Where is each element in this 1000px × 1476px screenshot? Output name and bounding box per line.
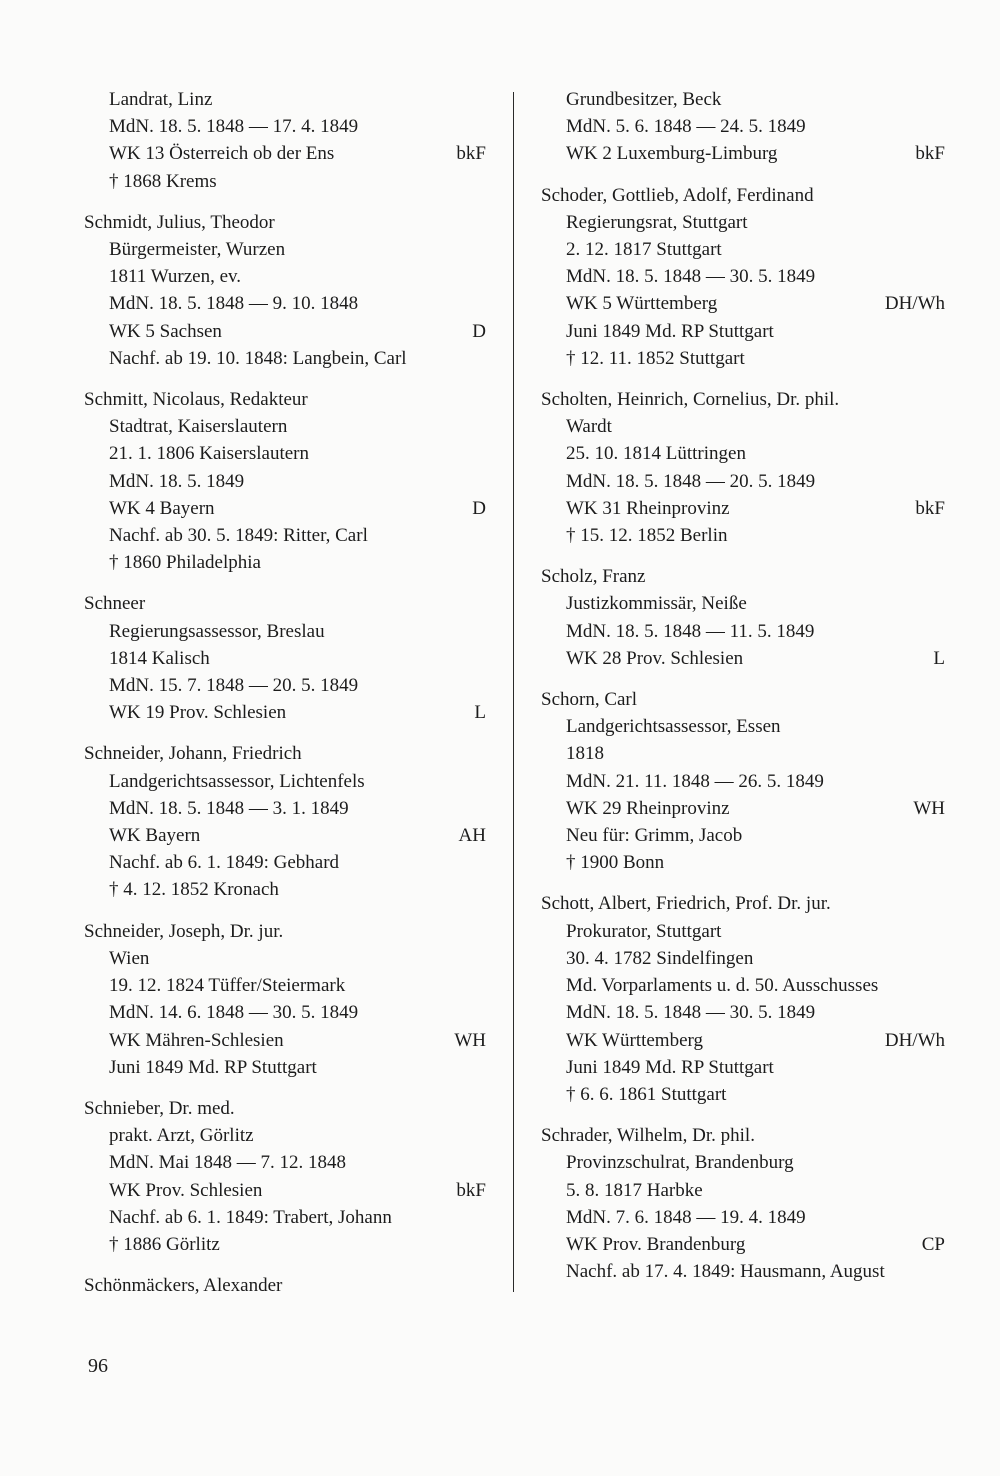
entry-name-line: [541, 1122, 945, 1149]
faction-tag: L: [474, 702, 486, 724]
line-text: Schönmäckers, Alexander: [84, 1275, 283, 1297]
biography-entry: [541, 386, 945, 549]
entry-detail-line: [84, 672, 486, 699]
line-text: Bürgermeister, Wurzen: [109, 239, 286, 261]
entry-detail-line: [541, 972, 945, 999]
line-text: Scholten, Heinrich, Cornelius, Dr. phil.: [541, 389, 840, 411]
entry-detail-line: [541, 86, 945, 113]
line-text: MdN. 18. 5. 1848 — 3. 1. 1849: [109, 797, 349, 819]
entry-detail-line: [541, 1081, 945, 1108]
entry-detail-line: [84, 1027, 486, 1054]
line-text: † 12. 11. 1852 Stuttgart: [566, 347, 745, 369]
entry-detail-line: [84, 1149, 486, 1176]
line-text: WK 4 Bayern: [109, 497, 215, 519]
line-text: 25. 10. 1814 Lüttringen: [566, 443, 746, 465]
line-text: 19. 12. 1824 Tüffer/Steiermark: [109, 975, 346, 997]
faction-tag: L: [933, 647, 945, 669]
column-divider: [513, 92, 514, 1292]
page-number: 96: [88, 1355, 108, 1377]
entry-name-line: [84, 1272, 486, 1299]
faction-tag: D: [472, 320, 486, 342]
entry-detail-line: [84, 86, 486, 113]
entry-detail-line: [541, 1027, 945, 1054]
entry-detail-line: [541, 945, 945, 972]
entry-name-line: [541, 563, 945, 590]
entry-detail-line: [541, 590, 945, 617]
faction-tag: bkF: [915, 497, 945, 519]
faction-tag: CP: [921, 1233, 945, 1255]
line-text: WK 28 Prov. Schlesien: [566, 647, 744, 669]
line-text: WK 13 Österreich ob der Ens: [109, 143, 335, 165]
entry-detail-line: [84, 140, 486, 167]
line-text: WK 31 Rheinprovinz: [566, 497, 730, 519]
entry-name-line: [84, 740, 486, 767]
entry-name-line: [84, 1095, 486, 1122]
line-text: Schott, Albert, Friedrich, Prof. Dr. jur.: [541, 893, 831, 915]
line-text: Provinzschulrat, Brandenburg: [566, 1152, 794, 1174]
line-text: Neu für: Grimm, Jacob: [566, 825, 743, 847]
line-text: Wardt: [566, 416, 612, 438]
entry-detail-line: [84, 822, 486, 849]
line-text: Juni 1849 Md. RP Stuttgart: [109, 1056, 317, 1078]
entry-detail-line: [84, 999, 486, 1026]
line-text: Nachf. ab 30. 5. 1849: Ritter, Carl: [109, 525, 368, 547]
line-text: Nachf. ab 17. 4. 1849: Hausmann, August: [566, 1261, 885, 1283]
line-text: 21. 1. 1806 Kaiserslautern: [109, 443, 309, 465]
line-text: MdN. 21. 11. 1848 — 26. 5. 1849: [566, 770, 824, 792]
entry-name-line: [84, 918, 486, 945]
line-text: WK Bayern: [109, 825, 201, 847]
entry-detail-line: [541, 822, 945, 849]
line-text: Juni 1849 Md. RP Stuttgart: [566, 1056, 774, 1078]
entry-detail-line: [541, 263, 945, 290]
entry-detail-line: [541, 1258, 945, 1285]
biography-entry: [541, 563, 945, 672]
biography-entry: [84, 209, 486, 372]
line-text: † 1860 Philadelphia: [109, 552, 261, 574]
faction-tag: DH/Wh: [884, 293, 945, 315]
entry-detail-line: [541, 918, 945, 945]
line-text: MdN. 7. 6. 1848 — 19. 4. 1849: [566, 1206, 806, 1228]
entry-detail-line: [84, 945, 486, 972]
line-text: MdN. 18. 5. 1848 — 11. 5. 1849: [566, 620, 815, 642]
biography-entry: [541, 890, 945, 1108]
line-text: Schmitt, Nicolaus, Redakteur: [84, 389, 308, 411]
entry-detail-line: [541, 1177, 945, 1204]
entry-detail-line: [541, 440, 945, 467]
entry-detail-line: [84, 440, 486, 467]
line-text: Nachf. ab 6. 1. 1849: Gebhard: [109, 852, 340, 874]
line-text: 2. 12. 1817 Stuttgart: [566, 239, 722, 261]
entry-detail-line: [541, 318, 945, 345]
biography-entry: [84, 386, 486, 576]
line-text: 5. 8. 1817 Harbke: [566, 1179, 703, 1201]
entry-detail-line: [541, 345, 945, 372]
entry-detail-line: [84, 1231, 486, 1258]
line-text: MdN. 15. 7. 1848 — 20. 5. 1849: [109, 675, 359, 697]
entry-detail-line: [84, 549, 486, 576]
line-text: Regierungsassessor, Breslau: [109, 620, 325, 642]
entry-detail-line: [84, 495, 486, 522]
faction-tag: bkF: [915, 143, 945, 165]
entry-detail-line: [541, 140, 945, 167]
line-text: Schmidt, Julius, Theodor: [84, 211, 275, 233]
line-text: † 1900 Bonn: [566, 852, 665, 874]
line-text: Landrat, Linz: [109, 89, 213, 110]
entry-detail-line: [541, 209, 945, 236]
line-text: WK Mähren-Schlesien: [109, 1029, 284, 1051]
line-text: Schnieber, Dr. med.: [84, 1097, 235, 1119]
line-text: Landgerichtsassessor, Essen: [566, 716, 781, 738]
entry-name-line: [541, 686, 945, 713]
line-text: Schrader, Wilhelm, Dr. phil.: [541, 1125, 755, 1147]
line-text: † 1868 Krems: [109, 170, 217, 192]
entry-name-line: [541, 890, 945, 917]
line-text: † 6. 6. 1861 Stuttgart: [566, 1083, 727, 1105]
entry-detail-line: [84, 849, 486, 876]
line-text: † 4. 12. 1852 Kronach: [109, 879, 279, 901]
line-text: WK 5 Württemberg: [566, 293, 718, 315]
entry-detail-line: [84, 290, 486, 317]
left-column: [84, 86, 486, 1313]
entry-detail-line: [84, 468, 486, 495]
entry-detail-line: [541, 413, 945, 440]
entry-detail-line: [84, 1204, 486, 1231]
line-text: Justizkommissär, Neiße: [566, 593, 747, 615]
entry-detail-line: [84, 768, 486, 795]
line-text: WK 5 Sachsen: [109, 320, 222, 342]
entry-name-line: [84, 209, 486, 236]
entry-detail-line: [84, 113, 486, 140]
line-text: Schneer: [84, 593, 146, 615]
line-text: † 1886 Görlitz: [109, 1233, 220, 1255]
entry-detail-line: [541, 236, 945, 263]
line-text: Schorn, Carl: [541, 689, 638, 711]
biography-entry: [541, 686, 945, 876]
entry-detail-line: [541, 113, 945, 140]
entry-detail-line: [541, 1231, 945, 1258]
line-text: MdN. 5. 6. 1848 — 24. 5. 1849: [566, 116, 806, 138]
line-text: Grundbesitzer, Beck: [566, 89, 722, 110]
entry-detail-line: [541, 618, 945, 645]
biography-entry: [541, 1122, 945, 1285]
entry-name-line: [541, 386, 945, 413]
biography-entry: [84, 1095, 486, 1258]
line-text: MdN. 18. 5. 1848 — 30. 5. 1849: [566, 1002, 816, 1024]
line-text: Schneider, Joseph, Dr. jur.: [84, 920, 284, 942]
faction-tag: bkF: [456, 143, 486, 165]
entry-detail-line: [84, 263, 486, 290]
entry-detail-line: [541, 795, 945, 822]
line-text: MdN. 18. 5. 1849: [109, 470, 245, 492]
entry-name-line: [84, 386, 486, 413]
faction-tag: D: [472, 497, 486, 519]
biography-entry: [541, 182, 945, 372]
entry-detail-line: [541, 1204, 945, 1231]
line-text: Regierungsrat, Stuttgart: [566, 211, 748, 233]
entry-detail-line: [541, 1149, 945, 1176]
entry-detail-line: [84, 972, 486, 999]
entry-detail-line: [541, 740, 945, 767]
entry-detail-line: [84, 645, 486, 672]
entry-name-line: [84, 590, 486, 617]
entry-detail-line: [541, 468, 945, 495]
biography-entry: [84, 1272, 486, 1299]
entry-detail-line: [84, 522, 486, 549]
entry-detail-line: [84, 1177, 486, 1204]
biography-entry: [84, 590, 486, 726]
entry-detail-line: [541, 713, 945, 740]
entry-detail-line: [84, 168, 486, 195]
line-text: 1811 Wurzen, ev.: [109, 266, 242, 288]
line-text: Landgerichtsassessor, Lichtenfels: [109, 770, 365, 792]
line-text: Nachf. ab 19. 10. 1848: Langbein, Carl: [109, 347, 407, 369]
entry-detail-line: [84, 318, 486, 345]
entry-detail-line: [84, 236, 486, 263]
line-text: Schoder, Gottlieb, Adolf, Ferdinand: [541, 184, 814, 206]
faction-tag: AH: [458, 825, 486, 847]
line-text: MdN. 14. 6. 1848 — 30. 5. 1849: [109, 1002, 359, 1024]
biography-entry: [84, 740, 486, 903]
line-text: prakt. Arzt, Görlitz: [109, 1125, 254, 1147]
entry-detail-line: [84, 345, 486, 372]
line-text: WK Prov. Brandenburg: [566, 1233, 746, 1255]
entry-detail-line: [541, 495, 945, 522]
line-text: † 15. 12. 1852 Berlin: [566, 525, 728, 547]
entry-detail-line: [541, 849, 945, 876]
faction-tag: WH: [913, 797, 945, 819]
line-text: Scholz, Franz: [541, 566, 646, 588]
entry-detail-line: [84, 413, 486, 440]
line-text: Prokurator, Stuttgart: [566, 920, 722, 942]
biography-entry: [541, 86, 945, 168]
entry-detail-line: [541, 768, 945, 795]
line-text: Nachf. ab 6. 1. 1849: Trabert, Johann: [109, 1206, 392, 1228]
line-text: WK Prov. Schlesien: [109, 1179, 263, 1201]
entry-detail-line: [84, 1122, 486, 1149]
entry-detail-line: [84, 699, 486, 726]
line-text: MdN. 18. 5. 1848 — 20. 5. 1849: [566, 470, 816, 492]
entry-detail-line: [84, 876, 486, 903]
right-column: [541, 86, 945, 1299]
entry-detail-line: [84, 1054, 486, 1081]
line-text: Md. Vorparlaments u. d. 50. Ausschusses: [566, 975, 879, 997]
line-text: 1818: [566, 743, 604, 765]
biography-entry: [84, 86, 486, 195]
entry-detail-line: [541, 1054, 945, 1081]
biography-entry: [84, 918, 486, 1081]
entry-detail-line: [541, 522, 945, 549]
line-text: MdN. 18. 5. 1848 — 30. 5. 1849: [566, 266, 816, 288]
line-text: WK Württemberg: [566, 1029, 704, 1051]
faction-tag: WH: [454, 1029, 486, 1051]
line-text: Schneider, Johann, Friedrich: [84, 743, 302, 765]
line-text: MdN. Mai 1848 — 7. 12. 1848: [109, 1152, 346, 1174]
entry-name-line: [541, 182, 945, 209]
line-text: Stadtrat, Kaiserslautern: [109, 416, 288, 438]
line-text: Juni 1849 Md. RP Stuttgart: [566, 320, 774, 342]
line-text: Wien: [109, 947, 150, 969]
line-text: 30. 4. 1782 Sindelfingen: [566, 947, 754, 969]
line-text: WK 2 Luxemburg-Limburg: [566, 143, 778, 165]
entry-detail-line: [541, 290, 945, 317]
line-text: WK 19 Prov. Schlesien: [109, 702, 287, 724]
faction-tag: bkF: [456, 1179, 486, 1201]
entry-detail-line: [84, 795, 486, 822]
faction-tag: DH/Wh: [884, 1029, 945, 1051]
entry-detail-line: [541, 645, 945, 672]
entry-detail-line: [84, 618, 486, 645]
line-text: 1814 Kalisch: [109, 647, 210, 669]
entry-detail-line: [541, 999, 945, 1026]
line-text: MdN. 18. 5. 1848 — 9. 10. 1848: [109, 293, 359, 315]
line-text: WK 29 Rheinprovinz: [566, 797, 730, 819]
line-text: MdN. 18. 5. 1848 — 17. 4. 1849: [109, 116, 359, 138]
